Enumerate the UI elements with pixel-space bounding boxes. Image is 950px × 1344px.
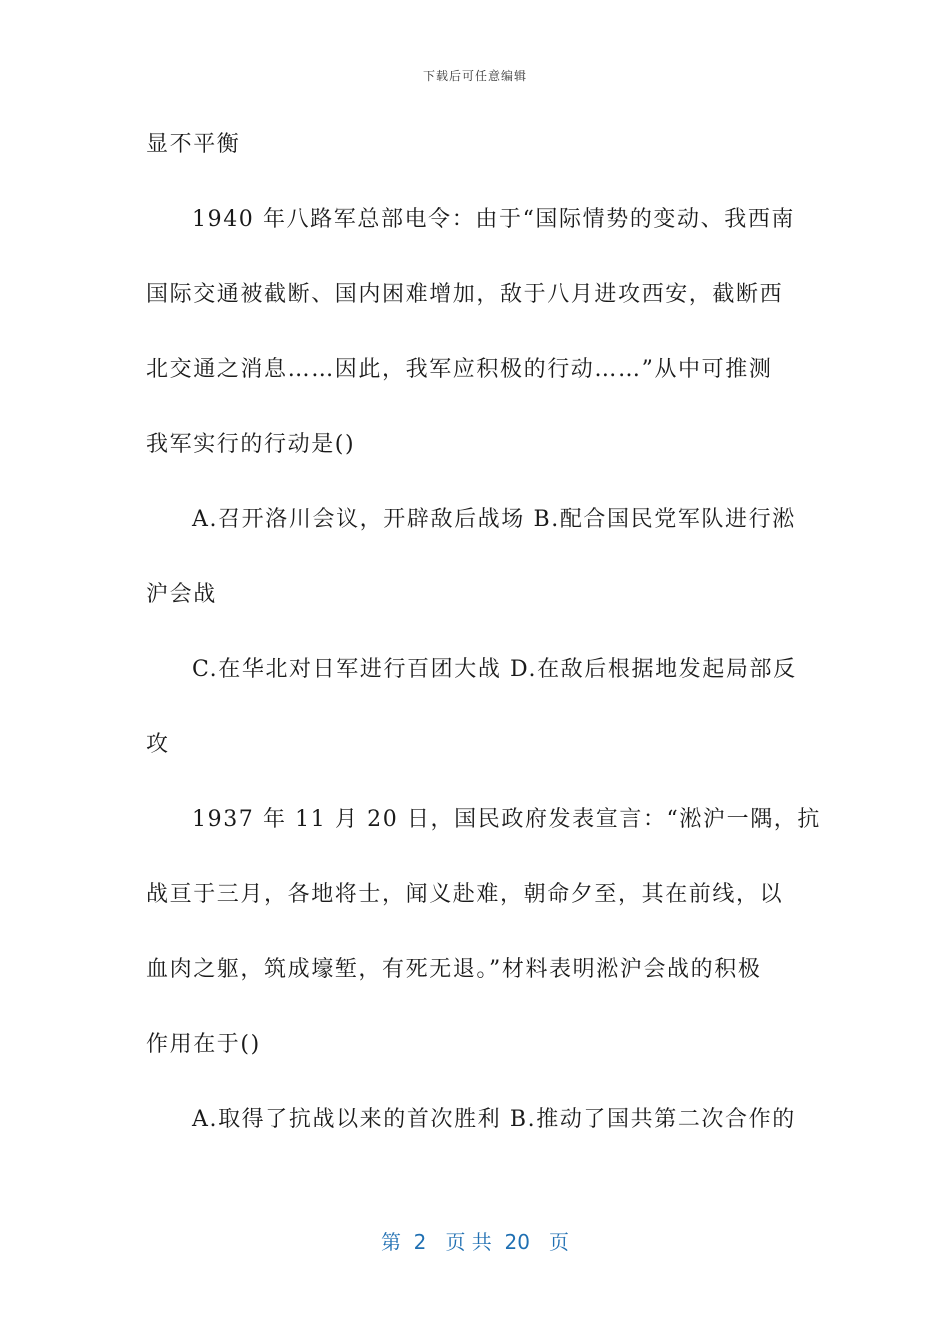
text-line: 作用在于() <box>146 1032 261 1057</box>
question-line: 1937 年 11 月 20 日，国民政府发表宣言：“淞沪一隅，抗 <box>192 807 821 832</box>
question-line: 1940 年八路军总部电令：由于“国际情势的变动、我西南 <box>192 207 796 232</box>
header-note: 下载后可任意编辑 <box>422 69 527 83</box>
option-line: A.召开洛川会议，开辟敌后战场 B.配合国民党军队进行淞 <box>192 507 796 532</box>
text-line: 我军实行的行动是() <box>146 432 356 457</box>
option-line: C.在华北对日军进行百团大战 D.在敌后根据地发起局部反 <box>192 657 797 682</box>
text-line: 战亘于三月，各地将士，闻义赴难，朝命夕至，其在前线，以 <box>146 882 784 907</box>
text-line: 国际交通被截断、国内困难增加，敌于八月进攻西安，截断西 <box>146 282 784 307</box>
page-number-footer: 第 2 页 共 20 页 <box>380 1230 570 1254</box>
text-line: 沪会战 <box>146 582 217 607</box>
text-line: 显不平衡 <box>146 132 241 157</box>
text-line: 攻 <box>146 732 170 757</box>
text-line: 血肉之躯，筑成壕堑，有死无退。”材料表明淞沪会战的积极 <box>146 957 762 982</box>
option-line: A.取得了抗战以来的首次胜利 B.推动了国共第二次合作的 <box>192 1107 796 1132</box>
text-line: 北交通之消息……因此，我军应积极的行动……”从中可推测 <box>146 357 773 382</box>
